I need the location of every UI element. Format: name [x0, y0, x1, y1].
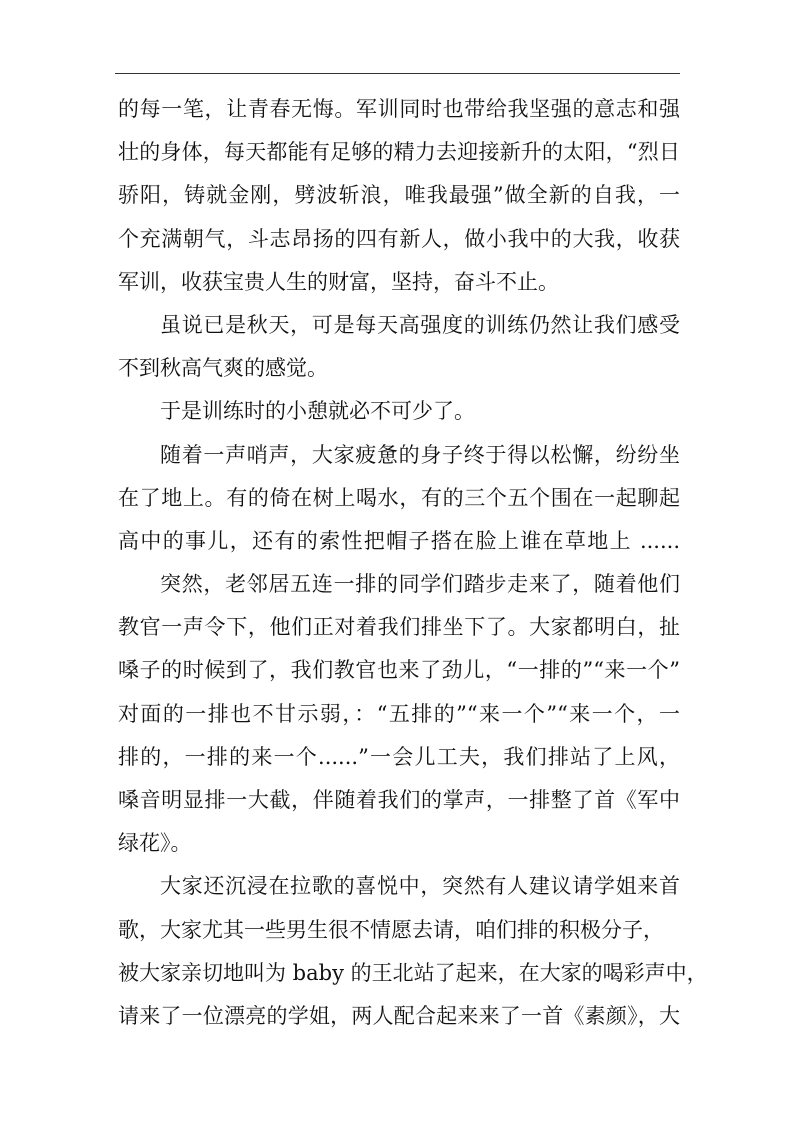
text-line: 嗓子的时候到了，我们教官也来了劲儿，“一排的”“来一个” [118, 658, 680, 683]
text-line: 请来了一位漂亮的学姐，两人配合起来来了一首《素颜》，大 [118, 1003, 680, 1028]
text-line: 壮的身体，每天都能有足够的精力去迎接新升的太阳，“烈日 [118, 140, 680, 165]
text-line: 大家还沉浸在拉歌的喜悦中，突然有人建议请学姐来首 [160, 874, 680, 899]
text-line: 在了地上。有的倚在树上喝水，有的三个五个围在一起聊起 [118, 485, 680, 510]
text-line: 于是训练时的小憩就必不可少了。 [160, 399, 475, 424]
text-line: 排的，一排的来一个......”一会儿工夫，我们排站了上风， [118, 744, 680, 769]
text-line: 教官一声令下，他们正对着我们排坐下了。大家都明白，扯 [118, 615, 680, 640]
text-line: 对面的一排也不甘示弱，：“五排的”“来一个”“来一个，一 [118, 701, 680, 726]
text-line: 突然，老邻居五连一排的同学们踏步走来了，随着他们 [160, 572, 680, 597]
header-rule [115, 73, 680, 74]
text-line: 歌，大家尤其一些男生很不情愿去请，咱们排的积极分子， [118, 917, 664, 942]
text-line: 被大家亲切地叫为 baby 的王北站了起来，在大家的喝彩声中， [118, 960, 708, 985]
text-line: 随着一声哨声，大家疲惫的身子终于得以松懈，纷纷坐 [160, 442, 680, 467]
document-body [118, 88, 708, 1038]
text-line: 骄阳，铸就金刚，劈波斩浪，唯我最强”做全新的自我，一 [118, 183, 680, 208]
text-line: 的每一笔，让青春无悔。军训同时也带给我坚强的意志和强 [118, 97, 680, 121]
text-line: 高中的事儿，还有的索性把帽子搭在脸上谁在草地上 ...... [118, 528, 680, 553]
text-line: 个充满朝气，斗志昂扬的四有新人，做小我中的大我，收获 [118, 226, 680, 251]
text-line: 绿花》。 [118, 831, 192, 856]
text-line: 嗓音明显排一大截，伴随着我们的掌声，一排整了首《军中 [118, 788, 680, 812]
text-line: 虽说已是秋天，可是每天高强度的训练仍然让我们感受 [160, 312, 680, 337]
text-line: 军训，收获宝贵人生的财富，坚持，奋斗不止。 [118, 269, 559, 294]
text-line: 不到秋高气爽的感觉。 [118, 356, 328, 381]
